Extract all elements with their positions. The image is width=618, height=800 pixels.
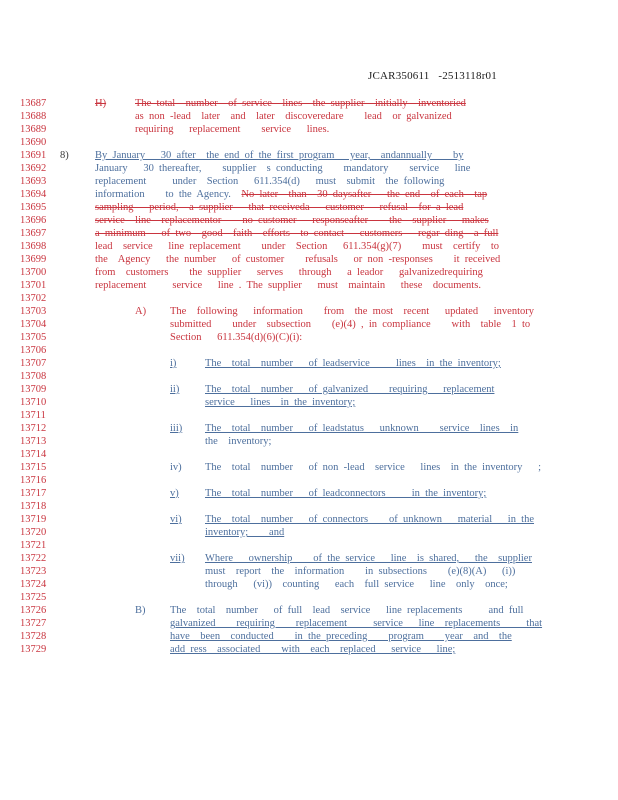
document-line — [0, 396, 618, 409]
line-number: 13710 — [20, 397, 47, 408]
line-number: 13691 — [20, 150, 47, 161]
list-item-marker — [170, 422, 205, 435]
list-item-marker — [170, 552, 205, 565]
line-text-segment: from customers the supplier serves through a leador galvanizedrequiring — [95, 267, 483, 278]
line-number: 13705 — [20, 332, 47, 343]
document-line — [0, 487, 618, 500]
document-line — [0, 630, 618, 643]
line-number: 13721 — [20, 540, 47, 551]
line-text-segment: information to the Agency. — [95, 189, 242, 200]
line-number: 13729 — [20, 644, 47, 655]
document-line — [0, 123, 618, 136]
line-number: 13719 — [20, 514, 47, 525]
line-text-segment: No later than 30 daysafter the end of each tap — [241, 189, 488, 200]
document-line — [0, 539, 618, 552]
line-number: 13724 — [20, 579, 47, 590]
line-text-segment: January 30 thereafter, supplier s conducting mandatory service line — [95, 163, 471, 174]
document-line — [0, 409, 618, 422]
document-line — [0, 422, 618, 435]
line-number: 13704 — [20, 319, 47, 330]
line-content — [170, 552, 539, 565]
line-text-segment: Section 611.354(d)(6)(C)(i): — [170, 332, 303, 343]
line-text-segment: the inventory; — [205, 436, 272, 447]
line-content — [135, 123, 329, 136]
document-line — [0, 591, 618, 604]
line-content — [170, 318, 530, 331]
line-text-segment: replacement under Section 611.354(d) must submit the following — [95, 176, 445, 187]
list-item-marker-text: i) — [170, 358, 177, 369]
line-number: 13728 — [20, 631, 47, 642]
document-line — [0, 513, 618, 526]
document-line — [0, 604, 618, 617]
line-text-segment: Where ownership of the service line is shared, the supplier — [205, 553, 532, 564]
line-content — [95, 201, 472, 214]
line-text-segment: The total number of service lines the supplier initially inventoried — [135, 98, 466, 109]
line-number: 13708 — [20, 371, 47, 382]
line-content — [170, 643, 462, 656]
line-number: 13707 — [20, 358, 47, 369]
line-text-segment: The total number of leadservice lines in the inventory; — [205, 358, 501, 369]
line-number: 13716 — [20, 475, 47, 486]
document-line — [0, 500, 618, 513]
line-number: 13713 — [20, 436, 47, 447]
document-line — [0, 344, 618, 357]
line-number: 13701 — [20, 280, 47, 291]
line-content — [170, 487, 493, 500]
line-content — [60, 149, 471, 162]
line-number: 13718 — [20, 501, 47, 512]
line-content — [170, 630, 519, 643]
document-line — [0, 136, 618, 149]
list-item-marker — [170, 383, 205, 396]
line-text-segment: The total number of galvanized requiring replacement — [205, 384, 495, 395]
list-item-marker-text: H) — [95, 98, 107, 109]
line-number: 13689 — [20, 124, 47, 135]
line-number: 13693 — [20, 176, 47, 187]
line-content — [170, 422, 525, 435]
document-line — [0, 97, 618, 110]
line-number: 13720 — [20, 527, 47, 538]
document-line — [0, 253, 618, 266]
list-item-marker-text: A) — [135, 306, 147, 317]
document-line — [0, 617, 618, 630]
line-number: 13695 — [20, 202, 47, 213]
line-text-segment: galvanized requiring replacement service line replacements that — [170, 618, 543, 629]
line-content — [135, 305, 534, 318]
list-item-marker — [95, 97, 135, 110]
line-number: 13711 — [20, 410, 46, 421]
line-text-segment: inventory; and — [205, 527, 285, 538]
line-content — [205, 396, 362, 409]
line-number: 13703 — [20, 306, 47, 317]
line-content — [95, 240, 499, 253]
line-number: 13723 — [20, 566, 47, 577]
document-line — [0, 110, 618, 123]
line-text-segment: must report the information in subsections (e)(8)(A) (i)) — [205, 566, 516, 577]
document-line — [0, 214, 618, 227]
document-line — [0, 318, 618, 331]
line-number: 13699 — [20, 254, 47, 265]
line-text-segment: sampling period, a supplier that receiveda customer refusal for a lead — [95, 202, 464, 213]
line-number: 13690 — [20, 137, 47, 148]
list-item-marker — [135, 305, 170, 318]
line-number: 13697 — [20, 228, 47, 239]
list-item-marker-text: iv) — [170, 462, 182, 473]
line-text-segment: lead service line replacement under Section 611.354(g)(7) must certify to — [95, 241, 500, 252]
line-text-segment: The total number of connectors of unknown material in the — [205, 514, 535, 525]
list-item-marker — [170, 357, 205, 370]
list-item-marker-text: iii) — [170, 423, 183, 434]
line-number: 13709 — [20, 384, 47, 395]
line-content — [170, 617, 549, 630]
line-content — [95, 266, 483, 279]
line-text-segment: the Agency the number of customer refusals or non -responses it received — [95, 254, 501, 265]
list-item-marker — [135, 604, 170, 617]
line-number: 13706 — [20, 345, 47, 356]
list-item-marker-text: v) — [170, 488, 179, 499]
document-line — [0, 266, 618, 279]
document-line — [0, 526, 618, 539]
document-line — [0, 643, 618, 656]
line-content — [205, 435, 271, 448]
line-number: 13726 — [20, 605, 47, 616]
line-text-segment: The total number of non -lead service lines in the inventory ; — [205, 462, 541, 473]
line-number: 13725 — [20, 592, 47, 603]
list-item-marker-text: vi) — [170, 514, 182, 525]
list-item-marker — [170, 513, 205, 526]
line-number: 13715 — [20, 462, 47, 473]
list-item-marker-text: B) — [135, 605, 146, 616]
list-item-marker — [60, 149, 95, 162]
document-line — [0, 578, 618, 591]
document-line — [0, 357, 618, 370]
line-text-segment: have been conducted in the preceding program year and the — [170, 631, 512, 642]
line-number: 13722 — [20, 553, 47, 564]
document-header-docket: JCAR350611 -2513118r01 — [368, 70, 497, 82]
line-number: 13692 — [20, 163, 47, 174]
line-text-segment: replacement service line . The supplier must maintain these documents. — [95, 280, 481, 291]
line-text-segment: requiring replacement service lines. — [135, 124, 330, 135]
line-number: 13694 — [20, 189, 47, 200]
line-text-segment: The total number of leadstatus unknown service lines in — [205, 423, 519, 434]
document-line — [0, 383, 618, 396]
line-text-segment: The total number of full lead service line replacements and full — [170, 605, 524, 616]
line-content — [95, 97, 475, 110]
document-line — [0, 162, 618, 175]
list-item-marker-text: ii) — [170, 384, 180, 395]
document-line — [0, 292, 618, 305]
line-text-segment: as non -lead later and later discoveredare lead or galvanized — [135, 111, 452, 122]
document-line — [0, 188, 618, 201]
document-line — [0, 435, 618, 448]
line-text-segment: By January 30 after the end of the first program year, andannually by — [95, 150, 464, 161]
document-line — [0, 565, 618, 578]
document-line — [0, 175, 618, 188]
line-content — [95, 279, 481, 292]
document-line — [0, 305, 618, 318]
document-line — [0, 552, 618, 565]
line-number: 13702 — [20, 293, 47, 304]
line-number: 13688 — [20, 111, 47, 122]
line-text-segment: add ress associated with each replaced service line; — [170, 644, 456, 655]
line-content — [205, 578, 508, 591]
line-content — [135, 604, 523, 617]
line-number: 13700 — [20, 267, 47, 278]
document-line — [0, 240, 618, 253]
line-number: 13712 — [20, 423, 47, 434]
list-item-marker-text: vii) — [170, 553, 185, 564]
line-content — [170, 513, 541, 526]
line-text-segment: a minimum of two good faith efforts to contact customers regar ding a full — [95, 228, 499, 239]
document-line — [0, 461, 618, 474]
line-text-segment: submitted under subsection (e)(4) , in compliance with table 1 to — [170, 319, 531, 330]
list-item-marker — [170, 487, 205, 500]
line-number: 13687 — [20, 98, 47, 109]
line-number: 13698 — [20, 241, 47, 252]
line-content — [205, 565, 515, 578]
list-item-marker-text: 8) — [60, 150, 69, 161]
line-number: 13717 — [20, 488, 47, 499]
document-line — [0, 474, 618, 487]
document-line — [0, 201, 618, 214]
line-number: 13727 — [20, 618, 47, 629]
line-content — [135, 110, 452, 123]
line-text-segment: through (vi)) counting each full service line only once; — [205, 579, 508, 590]
line-number: 13714 — [20, 449, 47, 460]
line-text-segment: The following information from the most recent updated inventory — [170, 306, 535, 317]
line-content — [95, 162, 470, 175]
line-content — [170, 461, 541, 474]
line-content — [170, 383, 501, 396]
line-content — [95, 188, 496, 201]
line-number: 13696 — [20, 215, 47, 226]
line-content — [95, 175, 444, 188]
document-line — [0, 149, 618, 162]
line-content — [170, 357, 508, 370]
line-content — [95, 214, 498, 227]
document-line — [0, 448, 618, 461]
document-line — [0, 279, 618, 292]
line-text-segment: service lines in the inventory; — [205, 397, 356, 408]
line-content — [95, 227, 507, 240]
list-item-marker — [170, 461, 205, 474]
document-line — [0, 227, 618, 240]
line-content — [205, 526, 291, 539]
line-text-segment: The total number of leadconnectors in the inventory; — [205, 488, 487, 499]
line-content — [170, 331, 302, 344]
document-line — [0, 331, 618, 344]
document-line — [0, 370, 618, 383]
line-text-segment: service line replacementor no customer responseafter the supplier makes — [95, 215, 489, 226]
line-content — [95, 253, 500, 266]
document-lines — [0, 97, 618, 656]
